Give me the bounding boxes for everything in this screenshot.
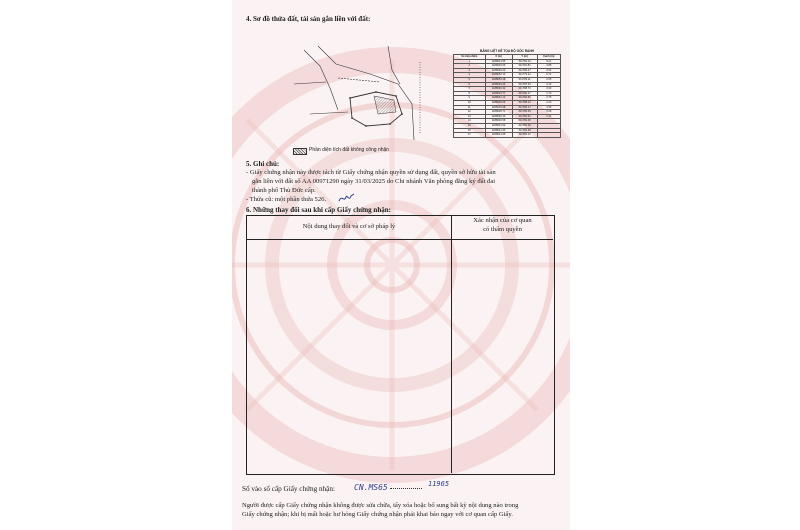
coord-cell: 1188042.12	[485, 96, 512, 101]
coord-cell: 7	[454, 87, 486, 92]
coord-header: Y (m)	[512, 55, 537, 60]
coord-cell: 5	[454, 77, 486, 82]
coord-cell: 3.52	[537, 68, 560, 73]
coord-cell: 1188040.09	[485, 100, 512, 105]
coord-cell: 611782.48	[512, 119, 537, 124]
coord-header: Cạnh (m)	[537, 55, 560, 60]
register-dots	[390, 488, 422, 489]
coord-cell: 1188038.71	[485, 110, 512, 115]
coord-cell: 10	[454, 100, 486, 105]
coord-cell: 611786.17	[512, 105, 537, 110]
coord-cell: 611790.65	[512, 96, 537, 101]
coord-cell: 611783.29	[512, 110, 537, 115]
coord-cell: 1.70	[537, 91, 560, 96]
section-5-title: 5. Ghi chú:	[246, 160, 280, 168]
coordinate-table	[453, 54, 561, 138]
coord-cell: 611790.27	[512, 91, 537, 96]
changes-table-header-line	[246, 239, 553, 240]
coord-cell: 1188043.77	[485, 91, 512, 96]
coord-cell: 611788.13	[512, 100, 537, 105]
coord-cell: 2	[454, 64, 486, 69]
coord-cell: 611782.18	[512, 128, 537, 133]
coord-cell: 3.75	[537, 96, 560, 101]
coord-cell: 1188041.55	[485, 133, 512, 138]
coord-cell: 1188041.30	[485, 128, 512, 133]
coord-cell: 3	[454, 68, 486, 73]
coord-cell: 13	[454, 114, 486, 119]
coord-cell: 1	[454, 59, 486, 64]
section-6-title: 6. Những thay đổi sau khi cấp Giấy chứng nhận:	[246, 206, 391, 214]
map-legend-label: Phần diện tích đất không công nhận	[309, 147, 390, 153]
coord-cell: 611788.70	[512, 87, 537, 92]
coord-cell: 611787.33	[512, 82, 537, 87]
coord-cell: 2.05	[537, 77, 560, 82]
coord-cell: 1188040.13	[485, 114, 512, 119]
notice-line-2: Giấy chứng nhận; khi bị mất hoặc hư hỏng Giấy chứng nhận phải khai báo ngay với cơ quan cấp Giấy.	[242, 511, 513, 518]
coord-cell: 8	[454, 91, 486, 96]
coord-cell: 14	[454, 119, 486, 124]
changes-table-divider	[451, 215, 452, 473]
coord-cell: 1188052.13	[485, 73, 512, 78]
register-suffix: 11965	[428, 480, 450, 488]
initials-signature	[338, 192, 356, 204]
notice-line-1: Người được cấp Giấy chứng nhận không được sửa chữa, tẩy xóa hoặc bổ sung bất kỳ nội dung nào trong	[242, 502, 519, 509]
coord-cell: 4.88	[537, 64, 560, 69]
coord-cell: 1188039.28	[485, 105, 512, 110]
changes-col-confirm: Xác nhận của cơ quan	[473, 217, 532, 224]
coord-cell: 5.21	[537, 59, 560, 64]
changes-col-content: Nội dung thay đổi và cơ sở pháp lý	[302, 223, 396, 230]
coord-cell: 6	[454, 82, 486, 87]
coord-cell: 2.20	[537, 100, 560, 105]
coord-cell: 611782.12	[512, 133, 537, 138]
coordinate-rows	[454, 59, 561, 137]
coord-cell: 1188045.66	[485, 64, 512, 69]
coord-cell: 1188041.02	[485, 123, 512, 128]
coord-cell: 1.41	[537, 114, 560, 119]
coord-cell: 611786.11	[512, 77, 537, 82]
changes-table	[246, 215, 555, 475]
coord-cell: 611779.21	[512, 73, 537, 78]
coord-cell: 17	[454, 133, 486, 138]
coord-cell: 1188051.18	[485, 77, 512, 82]
coord-cell: 6.71	[537, 73, 560, 78]
coord-cell	[537, 133, 560, 138]
coord-cell: 15	[454, 123, 486, 128]
coord-cell: 3.08	[537, 110, 560, 115]
coord-cell: 611782.12	[512, 59, 537, 64]
coord-cell: 1188046.32	[485, 87, 512, 92]
coord-cell: 1188041.55	[485, 59, 512, 64]
note-line: thành phố Thủ Đức cấp.	[252, 187, 316, 194]
note-line: - Giấy chứng nhận này được tách từ Giấy chứng nhận quyền sử dụng đất, quyền sở hữu tài sản	[246, 169, 496, 176]
coord-cell: 611781.81	[512, 64, 537, 69]
note-line: gắn liền với đất số AA 00971290 ngày 31/03/2025 do Chi nhánh Văn phòng đăng ký đất đai	[252, 178, 496, 185]
coord-cell: 611780.27	[512, 68, 537, 73]
coord-cell: 11	[454, 105, 486, 110]
coord-cell: 1188049.46	[485, 82, 512, 87]
coord-cell: 611782.91	[512, 114, 537, 119]
note-line: - Thửa cũ: một phần thửa 526.	[246, 196, 327, 203]
land-parcel-map	[290, 44, 450, 144]
coord-cell: 3.33	[537, 87, 560, 92]
coord-header: X (m)	[485, 55, 512, 60]
coord-table-title: BẢNG LIỆT KÊ TỌA ĐỘ GÓC RANH	[480, 49, 534, 53]
coord-row	[454, 133, 561, 138]
register-label: Số vào sổ cấp Giấy chứng nhận:	[242, 485, 335, 493]
coord-header: Số hiệu điểm	[454, 55, 486, 60]
section-4-title: 4. Sơ đồ thửa đất, tài sản gắn liền với đất:	[246, 15, 371, 23]
changes-col-confirm-2: có thẩm quyền	[483, 226, 522, 233]
coord-cell: 1188040.58	[485, 119, 512, 124]
coord-cell: 4.35	[537, 105, 560, 110]
coord-cell: 9	[454, 96, 486, 101]
certificate-page	[232, 0, 570, 530]
coord-cell: 4.13	[537, 82, 560, 87]
register-number: CN.MS65	[354, 483, 388, 492]
coord-cell: 16	[454, 128, 486, 133]
coord-cell: 4	[454, 73, 486, 78]
coord-cell: 1188049.20	[485, 68, 512, 73]
coord-cell: 611782.26	[512, 123, 537, 128]
coord-cell: 12	[454, 110, 486, 115]
legend-hatch-swatch	[293, 148, 307, 155]
